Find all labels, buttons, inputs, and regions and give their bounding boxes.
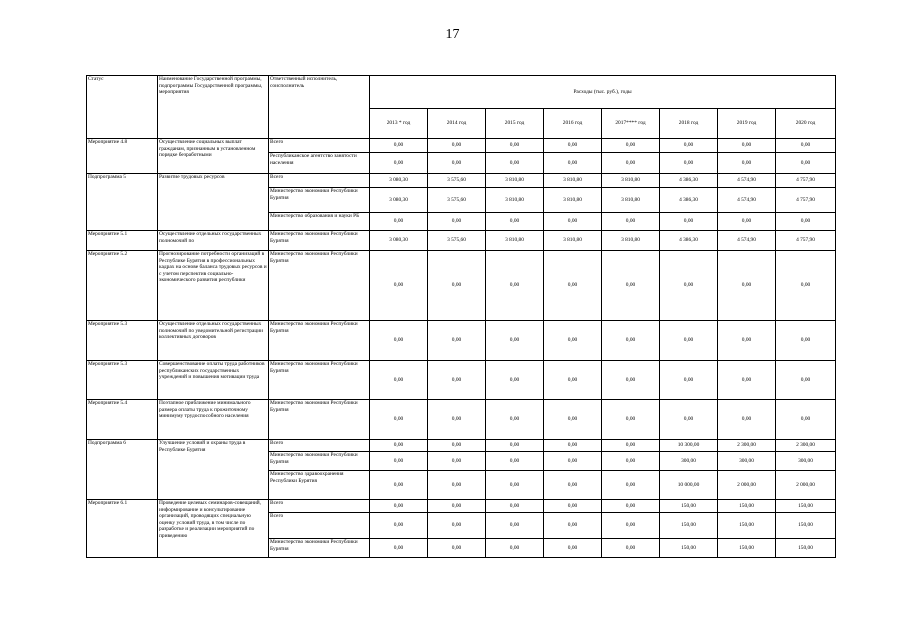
row-value: 300,00 [718,452,776,471]
row-value: 150,00 [660,539,718,558]
row-value: 0,00 [486,452,544,471]
header-year: 2016 год [544,109,602,139]
row-value: 0,00 [776,400,836,440]
row-value: 0,00 [486,361,544,400]
row-value: 3 080,30 [370,174,428,188]
row-value: 0,00 [602,321,660,361]
row-value: 0,00 [544,513,602,539]
row-value: 0,00 [602,361,660,400]
row-name: Осуществление социальных выплат гражданам, признанным в установленном порядке безработными [158,139,269,174]
table-row [87,139,836,153]
row-value: 0,00 [544,539,602,558]
header-year: 2018 год [660,109,718,139]
row-value: 4 574,90 [718,174,776,188]
row-value: 0,00 [428,440,486,452]
row-status: Мероприятие 5.2 [87,251,158,321]
row-responsible: Всего [269,500,370,513]
row-value: 0,00 [428,251,486,321]
row-value: 0,00 [544,440,602,452]
row-value: 4 574,90 [718,231,776,251]
row-name: Осуществление отдельных государственных полномочий по [158,231,269,251]
row-value: 0,00 [718,251,776,321]
row-value: 0,00 [718,213,776,231]
row-name: Поэтапное приближение минимального размера оплаты труда к прожиточному минимуму трудоспособного населения [158,400,269,440]
row-responsible: Министерство экономики Республики Бурятия [269,188,370,213]
row-value: 0,00 [602,400,660,440]
row-value: 0,00 [660,400,718,440]
row-value: 3 810,80 [486,231,544,251]
row-value: 3 575,60 [428,188,486,213]
row-value: 3 810,80 [544,231,602,251]
table-row [87,231,836,251]
row-value: 3 575,60 [428,174,486,188]
row-name: Проведение целевых семинаров-совещаний, информирование и консультирование организаций, проводящих специальную оценку условий труда, в том числе по разработке и реализации мероприятий по приведению [158,500,269,558]
header-year: 2020 год [776,109,836,139]
row-status: Мероприятие 5.3 [87,321,158,361]
row-value: 10 000,00 [660,471,718,500]
row-value: 0,00 [776,153,836,174]
row-name: Развитие трудовых ресурсов [158,174,269,231]
row-value: 0,00 [544,400,602,440]
row-value: 0,00 [602,513,660,539]
row-name: Совершенствование оплаты труда работников республиканских государственных учреждений и повышения мотивации труда [158,361,269,400]
row-value: 0,00 [544,500,602,513]
table-row [87,251,836,321]
table-body [87,139,836,558]
row-value: 150,00 [776,539,836,558]
row-value: 0,00 [602,440,660,452]
header-year: 2015 год [486,109,544,139]
row-value: 0,00 [602,139,660,153]
row-value: 150,00 [718,500,776,513]
row-value: 0,00 [486,251,544,321]
row-value: 0,00 [486,153,544,174]
row-value: 0,00 [370,251,428,321]
row-responsible: Республиканское агентство занятости населения [269,153,370,174]
row-value: 0,00 [370,440,428,452]
row-value: 150,00 [660,500,718,513]
row-value: 0,00 [602,251,660,321]
row-value: 0,00 [486,471,544,500]
row-value: 0,00 [370,153,428,174]
row-value: 0,00 [544,139,602,153]
row-status: Мероприятие 5.1 [87,231,158,251]
row-value: 3 080,30 [370,188,428,213]
row-value: 0,00 [486,400,544,440]
row-value: 0,00 [486,139,544,153]
row-value: 0,00 [428,139,486,153]
table-row [87,400,836,440]
row-value: 0,00 [660,321,718,361]
row-value: 3 810,80 [486,174,544,188]
row-value: 0,00 [486,539,544,558]
row-value: 0,00 [660,153,718,174]
row-value: 150,00 [776,513,836,539]
row-responsible: Министерство экономики Республики Бурятия [269,539,370,558]
row-status: Мероприятие 4.8 [87,139,158,174]
row-value: 0,00 [486,513,544,539]
row-value: 0,00 [370,321,428,361]
row-value: 0,00 [370,400,428,440]
row-value: 0,00 [718,361,776,400]
row-value: 4 757,90 [776,174,836,188]
row-responsible: Всего [269,513,370,539]
row-value: 0,00 [544,361,602,400]
row-responsible: Министерство экономики Республики Бурятия [269,400,370,440]
row-value: 0,00 [776,321,836,361]
row-value: 0,00 [776,251,836,321]
row-value: 4 757,90 [776,231,836,251]
row-value: 0,00 [776,213,836,231]
row-value: 0,00 [602,500,660,513]
row-value: 0,00 [486,500,544,513]
row-value: 0,00 [544,213,602,231]
row-value: 0,00 [660,213,718,231]
row-responsible: Всего [269,440,370,452]
header-year: 2017**** год [602,109,660,139]
page-number: 17 [445,27,460,42]
row-value: 0,00 [428,153,486,174]
row-value: 150,00 [776,500,836,513]
row-value: 0,00 [602,471,660,500]
row-value: 0,00 [428,513,486,539]
row-value: 0,00 [718,321,776,361]
row-value: 0,00 [428,361,486,400]
row-value: 0,00 [370,500,428,513]
row-value: 3 810,80 [544,188,602,213]
row-value: 0,00 [544,153,602,174]
row-value: 4 574,90 [718,188,776,213]
table-row [87,500,836,513]
header-status: Статус [87,76,158,139]
row-value: 4 386,30 [660,174,718,188]
row-value: 2 300,00 [776,440,836,452]
row-value: 0,00 [370,513,428,539]
row-value: 0,00 [718,153,776,174]
row-value: 0,00 [776,361,836,400]
budget-table [86,75,836,558]
table-header [87,76,836,139]
row-value: 0,00 [544,471,602,500]
row-status: Мероприятие 5.3 [87,361,158,400]
table-row [87,440,836,452]
row-value: 0,00 [370,213,428,231]
row-value: 3 810,80 [486,188,544,213]
row-value: 0,00 [486,213,544,231]
row-status: Подпрограмма 6 [87,440,158,500]
row-value: 3 575,60 [428,231,486,251]
row-responsible: Министерство экономики Республики Бурятия [269,361,370,400]
row-name: Прогнозирование потребности организаций в Республике Бурятия в профессиональных кадрах на основе баланса трудовых ресурсов и с учетом перспектив социально-экономического развития республики [158,251,269,321]
row-value: 0,00 [544,321,602,361]
row-value: 0,00 [602,153,660,174]
row-value: 3 080,30 [370,231,428,251]
row-value: 2 000,00 [776,471,836,500]
row-value: 0,00 [370,452,428,471]
row-value: 0,00 [544,452,602,471]
table-row [87,174,836,188]
row-value: 150,00 [718,539,776,558]
row-value: 0,00 [428,321,486,361]
row-status: Мероприятие 5.4 [87,400,158,440]
row-responsible: Всего [269,139,370,153]
row-value: 150,00 [718,513,776,539]
row-value: 2 300,00 [718,440,776,452]
row-responsible: Министерство экономики Республики Бурятия [269,452,370,471]
row-value: 0,00 [486,321,544,361]
row-value: 0,00 [660,139,718,153]
row-value: 4 386,30 [660,231,718,251]
row-value: 0,00 [370,471,428,500]
row-value: 2 000,00 [718,471,776,500]
header-responsible: Ответственный исполнитель, соисполнитель [269,76,370,139]
row-value: 3 810,80 [602,231,660,251]
row-value: 3 810,80 [544,174,602,188]
row-value: 3 810,80 [602,174,660,188]
row-responsible: Министерство здравоохранения Республики Бурятия [269,471,370,500]
row-value: 0,00 [428,500,486,513]
row-responsible: Министерство экономики Республики Бурятия [269,231,370,251]
row-value: 0,00 [370,539,428,558]
row-name: Осуществление отдельных государственных полномочий по уведомительной регистрации коллективных договоров [158,321,269,361]
row-responsible: Министерство образования и науки РБ [269,213,370,231]
row-value: 0,00 [428,452,486,471]
row-status: Мероприятие 6.1 [87,500,158,558]
row-value: 3 810,80 [602,188,660,213]
row-value: 0,00 [486,440,544,452]
row-responsible: Всего [269,174,370,188]
row-value: 10 300,00 [660,440,718,452]
row-value: 0,00 [428,213,486,231]
row-value: 0,00 [602,452,660,471]
row-value: 300,00 [660,452,718,471]
row-value: 4 386,30 [660,188,718,213]
row-value: 0,00 [718,400,776,440]
row-name: Улучшение условий и охраны труда в Республике Бурятия [158,440,269,500]
row-value: 300,00 [776,452,836,471]
header-name: Наименование Государственной программы, подпрограммы Государственной программы, мероприятия [158,76,269,139]
row-value: 0,00 [660,361,718,400]
row-value: 0,00 [428,471,486,500]
row-status: Подпрограмма 5 [87,174,158,231]
row-value: 150,00 [660,513,718,539]
row-value: 0,00 [544,251,602,321]
row-value: 0,00 [370,361,428,400]
row-value: 4 757,90 [776,188,836,213]
row-value: 0,00 [370,139,428,153]
header-expenses: Расходы (тыс. руб.), годы [370,76,836,109]
row-value: 0,00 [660,251,718,321]
header-year: 2014 год [428,109,486,139]
row-value: 0,00 [776,139,836,153]
header-year: 2019 год [718,109,776,139]
table-row [87,361,836,400]
row-value: 0,00 [602,539,660,558]
row-value: 0,00 [428,539,486,558]
row-value: 0,00 [428,400,486,440]
row-value: 0,00 [602,213,660,231]
header-year: 2013 * год [370,109,428,139]
table-row [87,321,836,361]
row-responsible: Министерство экономики Республики Бурятия [269,321,370,361]
row-value: 0,00 [718,139,776,153]
row-responsible: Министерство экономики Республики Бурятия [269,251,370,321]
